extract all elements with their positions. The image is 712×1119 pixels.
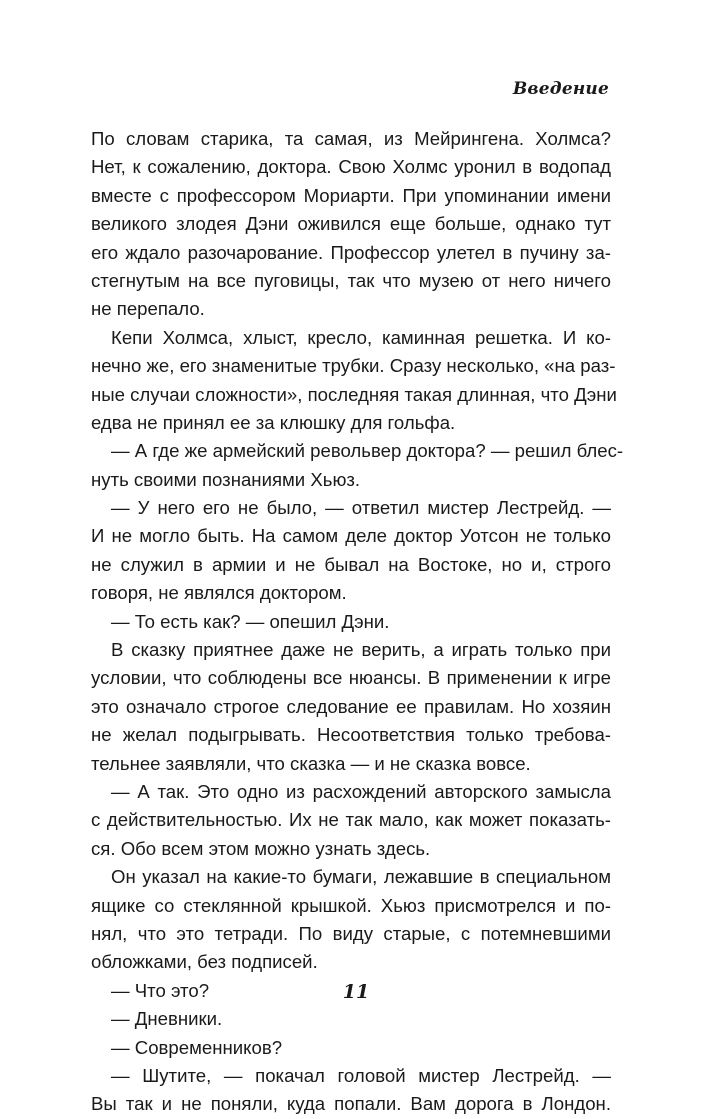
text-line: — А где же армейский револьвер доктора? — решил блес- bbox=[111, 440, 624, 462]
running-head: Введение bbox=[512, 79, 609, 99]
text-line: условии, что соблюдены все нюансы. В применении к игре bbox=[91, 667, 611, 689]
text-line: — Современников? bbox=[111, 1036, 283, 1058]
text-line: вместе с профессором Мориарти. При упоминании имени bbox=[91, 184, 611, 206]
text-line: — У него его не было, — ответил мистер Лестрейд. — bbox=[111, 497, 611, 519]
text-line: его ждало разочарование. Профессор улетел в пучину за- bbox=[91, 241, 611, 263]
text-line: И не могло быть. На самом деле доктор Уотсон не только bbox=[91, 525, 611, 547]
text-line: Нет, к сожалению, доктора. Свою Холмс уронил в водопад bbox=[91, 156, 611, 178]
text-line: ся. Обо всем этом можно узнать здесь. bbox=[91, 837, 431, 859]
text-line: — Дневники. bbox=[111, 1008, 223, 1030]
text-line: ящике со стеклянной крышкой. Хьюз присмотрелся и по- bbox=[91, 894, 611, 916]
text-line: ные случаи сложности», последняя такая длинная, что Дэни bbox=[91, 383, 617, 405]
text-line: По словам старика, та самая, из Мейрингена. Холмса? bbox=[91, 128, 611, 149]
text-line: нуть своими познаниями Хьюз. bbox=[91, 468, 361, 490]
text-line: обложками, без подписей. bbox=[91, 951, 318, 973]
text-line: нечно же, его знаменитые трубки. Сразу несколько, «на раз- bbox=[91, 355, 616, 377]
text-line: Вы так и не поняли, куда попали. Вам дорога в Лондон. bbox=[91, 1093, 611, 1115]
text-line: — То есть как? — опешил Дэни. bbox=[111, 610, 390, 632]
text-line: нял, что это тетради. По виду старые, с потемневшими bbox=[91, 922, 611, 944]
text-line: великого злодея Дэни оживился еще больше, однако тут bbox=[91, 213, 611, 235]
text-line: тельнее заявляли, что сказка — и не сказка вовсе. bbox=[91, 752, 531, 774]
text-line: не желал подыгрывать. Несоответствия только требова- bbox=[91, 724, 611, 746]
text-line: В сказку приятнее даже не верить, а играть только при bbox=[111, 639, 611, 661]
body-text bbox=[91, 125, 624, 1119]
text-line: — Шутите, — покачал головой мистер Лестрейд. — bbox=[111, 1064, 611, 1086]
text-line: едва не принял ее за клюшку для гольфа. bbox=[91, 411, 456, 433]
text-line: Он указал на какие-то бумаги, лежавшие в специальном bbox=[111, 866, 611, 888]
text-line: — Что это? bbox=[111, 979, 210, 1001]
text-line: не служил в армии и не бывал на Востоке, но и, строго bbox=[91, 553, 611, 575]
text-line: говоря, не являлся доктором. bbox=[91, 582, 347, 604]
text-line: не перепало. bbox=[91, 298, 205, 320]
text-line: стегнутым на все пуговицы, так что музею от него ничего bbox=[91, 269, 611, 291]
text-line: с действительностью. Их не так мало, как может показать- bbox=[91, 809, 611, 831]
text-line: Кепи Холмса, хлыст, кресло, каминная решетка. И ко- bbox=[111, 326, 611, 348]
text-line: — А так. Это одно из расхождений авторского замысла bbox=[111, 780, 611, 802]
page-number: 11 bbox=[342, 981, 370, 1003]
text-line: это означало строгое следование ее правилам. Но хозяин bbox=[91, 695, 611, 717]
